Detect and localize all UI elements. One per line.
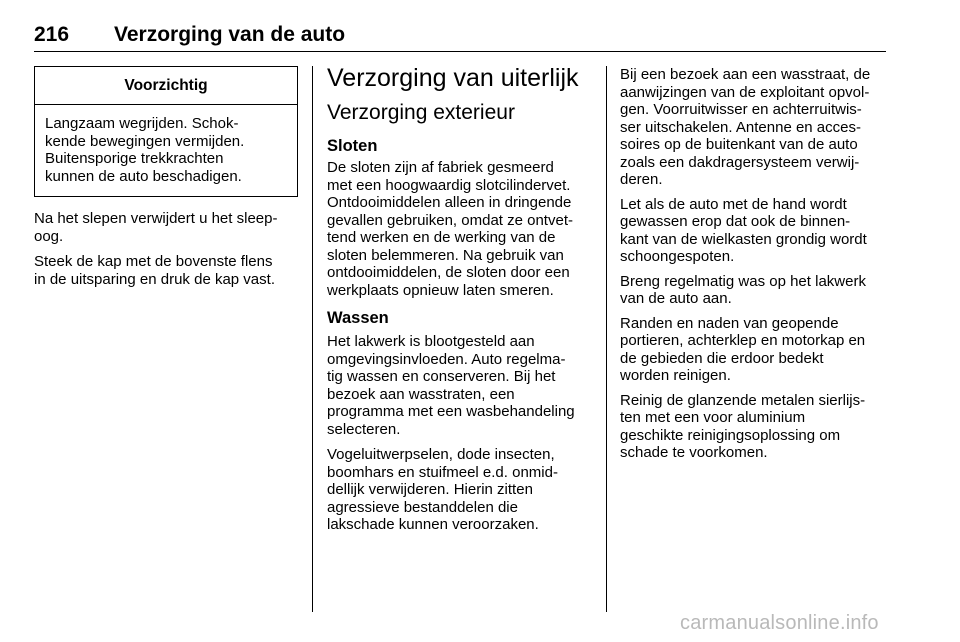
caution-line: Buitensporige trekkrachten <box>45 150 224 167</box>
text-line: gewassen erop dat ook de binnen- <box>620 213 851 230</box>
text-line: ser uitschakelen. Antenne en acces- <box>620 118 861 136</box>
text-line: van de auto aan. <box>620 290 732 307</box>
subsection-heading: Verzorging exterieur <box>327 101 515 124</box>
paragraph-cap <box>34 253 298 288</box>
caution-heading: Voorzichtig <box>35 67 297 105</box>
text-line: de gebieden die erdoor bedekt <box>620 349 824 367</box>
topic-heading-washing: Wassen <box>327 309 389 327</box>
watermark: carmanualsonline.info <box>680 612 879 634</box>
text-line: werkplaats opnieuw laten smeren. <box>327 281 554 299</box>
text-line: ten met een voor aluminium <box>620 409 806 426</box>
text-line: met een hoogwaardig slotcilindervet. <box>327 176 571 194</box>
page-header <box>34 22 886 52</box>
column-divider-1 <box>312 66 313 612</box>
text-line: lakschade kunnen veroorzaken. <box>327 516 539 533</box>
text-line: aanwijzingen van de exploitant opvol- <box>620 83 870 101</box>
text-line: worden reinigen. <box>620 367 731 384</box>
text-line: sloten belemmeren. Na gebruik van <box>327 246 564 264</box>
text-line: geschikte reinigingsoplossing om <box>620 426 841 444</box>
column-middle <box>327 66 590 534</box>
text-line: De sloten zijn af fabriek gesmeerd <box>327 159 554 176</box>
text-line: Breng regelmatig was op het lakwerk <box>620 272 866 290</box>
text-line: kant van de wielkasten grondig wordt <box>620 230 867 248</box>
text-line: Het lakwerk is blootgesteld aan <box>327 333 535 350</box>
paragraph-washing-1 <box>327 333 590 438</box>
caution-box <box>34 66 298 197</box>
text-line: selecteren. <box>327 420 401 438</box>
text-line: dellijk verwijderen. Hierin zitten <box>327 481 533 498</box>
paragraph-locks <box>327 159 590 299</box>
page-number: 216 <box>34 23 70 46</box>
text-line: Bij een bezoek aan een wasstraat, de <box>620 66 871 83</box>
section-heading: Verzorging van uiterlijk <box>327 64 579 92</box>
caution-text <box>35 105 297 196</box>
caution-line: kende bewegingen vermijden. <box>45 132 245 150</box>
text-line: agressieve bestanddelen die <box>327 498 518 516</box>
paragraph-hand-wash <box>620 196 888 266</box>
text-line: programma met een wasbehandeling <box>327 403 575 420</box>
text-line: schade te voorkomen. <box>620 444 768 461</box>
text-line: bezoek aan wasstraten, een <box>327 385 515 403</box>
text-line: gen. Voorruitwisser en achterruitwis- <box>620 101 862 118</box>
paragraph-carwash <box>620 66 888 189</box>
page-title: Verzorging van de auto <box>114 23 346 46</box>
text-line: Randen en naden van geopende <box>620 314 839 332</box>
topic-heading-locks: Sloten <box>327 137 378 155</box>
text-line: soires op de buitenkant van de auto <box>620 136 858 153</box>
text-line: deren. <box>620 171 663 188</box>
text-line: zoals een dakdragersysteem verwij- <box>620 153 860 171</box>
text-line: Let als de auto met de hand wordt <box>620 195 847 213</box>
text-line: in de uitsparing en druk de kap vast. <box>34 270 275 288</box>
paragraph-washing-2 <box>327 446 590 534</box>
text-line: oog. <box>34 227 64 245</box>
text-line: Reinig de glanzende metalen sierlijs- <box>620 391 866 409</box>
column-divider-2 <box>606 66 607 612</box>
column-right <box>620 66 888 462</box>
paragraph-towing-eye <box>34 210 298 245</box>
caution-line: Langzaam wegrijden. Schok- <box>45 115 239 132</box>
text-line: Na het slepen verwijdert u het sleep- <box>34 210 278 227</box>
paragraph-trim <box>620 392 888 462</box>
text-line: schoongespoten. <box>620 248 735 265</box>
text-line: boomhars en stuifmeel e.d. onmid- <box>327 463 558 481</box>
text-line: Vogeluitwerpselen, dode insecten, <box>327 446 555 463</box>
text-line: tig wassen en conserveren. Bij het <box>327 368 556 385</box>
text-line: portieren, achterklep en motorkap en <box>620 332 866 349</box>
text-line: Ontdooimiddelen alleen in dringende <box>327 194 572 211</box>
paragraph-wax <box>620 273 888 308</box>
text-line: gevallen gebruiken, omdat ze ontvet- <box>327 211 573 229</box>
column-left <box>34 66 298 288</box>
caution-line: kunnen de auto beschadigen. <box>45 167 242 185</box>
text-line: tend werken en de werking van de <box>327 229 556 246</box>
text-line: Steek de kap met de bovenste flens <box>34 253 273 270</box>
paragraph-edges <box>620 315 888 385</box>
text-line: omgevingsinvloeden. Auto regelma- <box>327 350 566 368</box>
text-line: ontdooimiddelen, de sloten door een <box>327 264 570 281</box>
